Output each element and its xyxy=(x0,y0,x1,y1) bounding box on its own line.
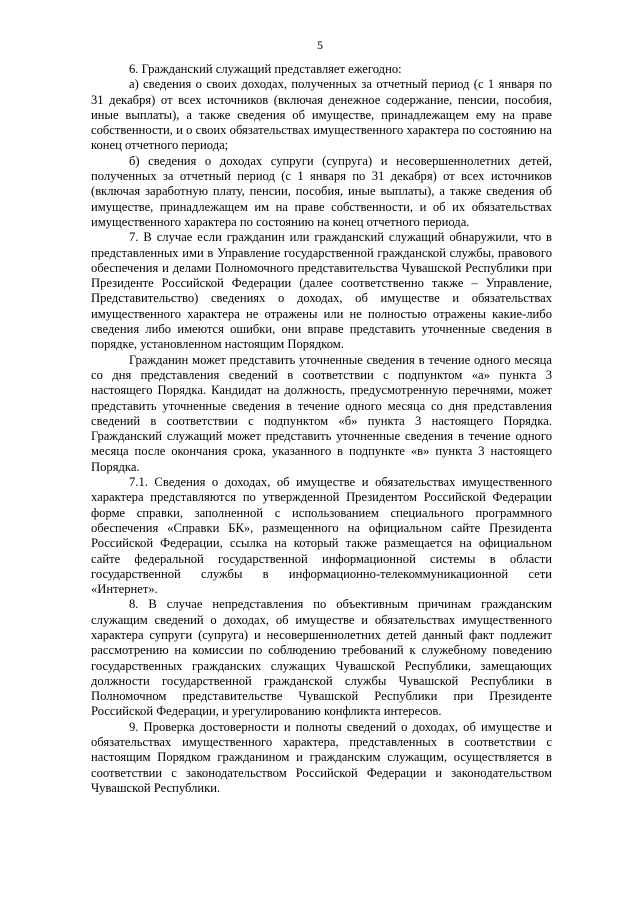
paragraph-6a: а) сведения о своих доходах, полученных за отчетный период (с 1 января по 31 декабря) от всех источников (включая денежное содержание, пенсии, пособия, иные выплаты), а также сведения об имуществе, принадлежащем ему на праве собственности, и о своих обязательствах имущественного характера по состоянию на конец отчетного периода; xyxy=(91,77,552,153)
paragraph-7-1: 7.1. Сведения о доходах, об имуществе и обязательствах имущественного характера представляются по утвержденной Президентом Российской Федерации форме справки, заполненной с использованием специального программного обеспечения «Справки БК», размещенного на официальном сайте Президента Российской Федерации, ссылка на который также размещается на официальном сайте федеральной государственной информационной системы в области государственной службы в информационно-телекоммуникационной сети «Интернет». xyxy=(91,475,552,597)
paragraph-7: 7. В случае если гражданин или гражданский служащий обнаружили, что в представленных ими в Управление государственной гражданской службы, правового обеспечения и делами Полномочного представительства Чувашской Республики при Президенте Российской Федерации (далее соответственно также – Управление, Представительство) сведениях о доходах, об имуществе и обязательствах имущественного характера не отражены или не полностью отражены какие-либо сведения либо имеются ошибки, они вправе представить уточненные сведения в порядке, установленном настоящим Порядком. xyxy=(91,230,552,352)
page-number: 5 xyxy=(317,38,323,52)
document-body xyxy=(91,62,552,796)
paragraph-6: 6. Гражданский служащий представляет ежегодно: xyxy=(129,62,402,76)
paragraph-7-clarification: Гражданин может представить уточненные сведения в течение одного месяца со дня представления сведений в соответствии с подпунктом «а» пункта 3 настоящего Порядка. Кандидат на должность, предусмотренную перечнями, может представить уточненные сведения в течение одного месяца со дня представления сведений в соответствии с подпунктом «б» пункта 3 настоящего Порядка. Гражданский служащий может представить уточненные сведения в течение одного месяца после окончания срока, указанного в подпункте «в» пункта 3 настоящего Порядка. xyxy=(91,352,552,474)
paragraph-6b: б) сведения о доходах супруги (супруга) и несовершеннолетних детей, полученных за отчетный период (с 1 января по 31 декабря) от всех источников (включая заработную плату, пенсии, пособия, иные выплаты), а также сведения об имуществе, принадлежащем им на праве собственности, и об их обязательствах имущественного характера по состоянию на конец отчетного периода. xyxy=(91,153,552,229)
paragraph-9: 9. Проверка достоверности и полноты сведений о доходах, об имуществе и обязательствах имущественного характера, представленных в соответствии с настоящим Порядком гражданином и гражданским служащим, осуществляется в соответствии с законодательством Российской Федерации и законодательством Чувашской Республики. xyxy=(91,719,552,795)
paragraph-8: 8. В случае непредставления по объективным причинам гражданским служащим сведений о доходах, об имуществе и обязательствах имущественного характера супруги (супруга) и несовершеннолетних детей данный факт подлежит рассмотрению на комиссии по соблюдению требований к служебному поведению государственных гражданских служащих Чувашской Республики, замещающих должности государственной гражданской службы Чувашской Республики в Полномочном представительстве Чувашской Республики при Президенте Российской Федерации, и урегулированию конфликта интересов. xyxy=(91,597,552,719)
